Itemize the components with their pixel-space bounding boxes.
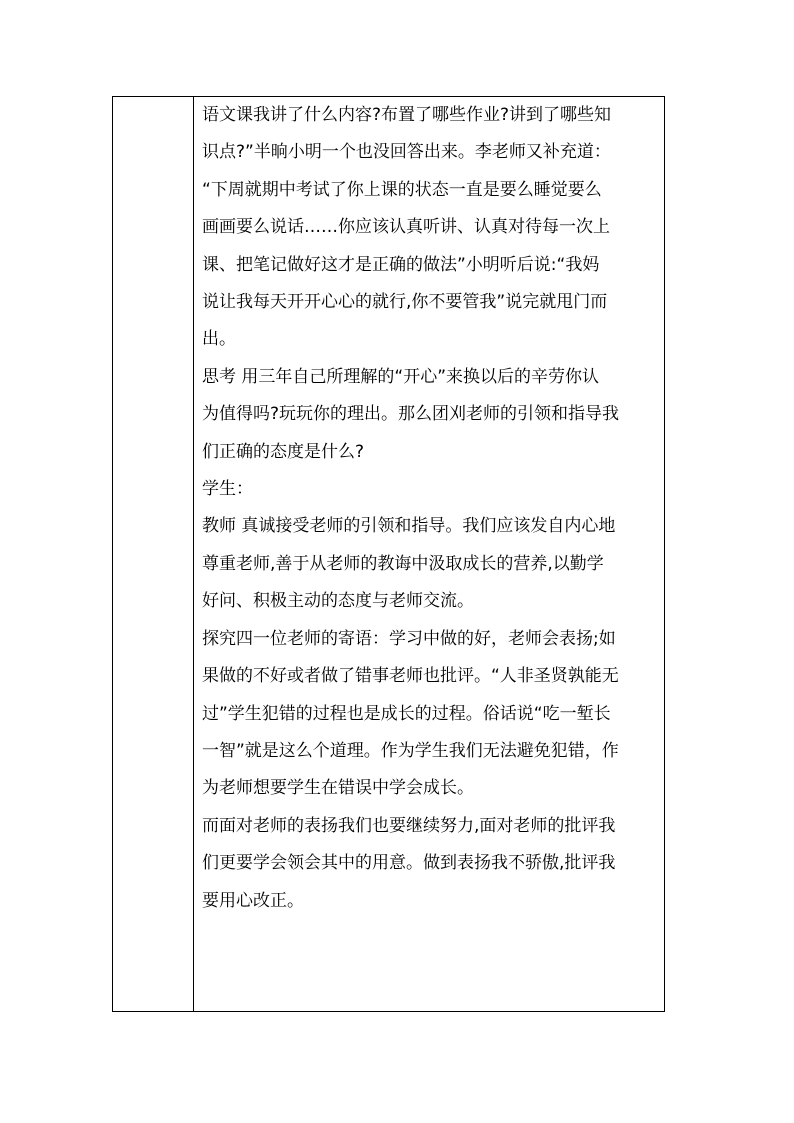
text-line: 说让我每天开开心心的就行,你不要管我”说完就甩门而: [202, 292, 608, 313]
text-line: 而面对老师的表扬我们也要继续努力,面对老师的批评我: [202, 815, 616, 836]
text-line: 思考 用三年自己所理解的“开心”来换以后的辛劳你认: [202, 366, 600, 387]
lesson-table: [112, 96, 665, 1012]
text-line: 过”学生犯错的过程也是成长的过程。俗话说“吃一堑长: [202, 703, 611, 724]
text-line: 课、把笔记做好这才是正确的做法”小明听后说:“我妈: [202, 254, 600, 275]
text-line: 好问、积极主动的态度与老师交流。: [202, 591, 474, 612]
table-left-cell: [113, 97, 194, 1011]
text-line: 教师 真诚接受老师的引领和指导。我们应该发自内心地: [202, 516, 616, 537]
text-line: 为值得吗?玩玩你的理出。那么团刈老师的引领和指导我: [202, 404, 620, 425]
text-line: 尊重老师,善于从老师的教诲中汲取成长的营养,以勤学: [202, 553, 604, 574]
text-line: 学生：: [202, 479, 253, 500]
text-line: 们更要学会领会其中的用意。做到表扬我不骄傲,批评我: [202, 853, 616, 874]
text-line: “下周就期中考试了你上课的状态一直是要么睡觉要么: [202, 179, 602, 200]
text-line: 识点?”半晌小明一个也没回答出来。李老师又补充道：: [202, 142, 611, 163]
table-content-cell: [202, 97, 662, 1011]
text-line: 一智”就是这么个道理。作为学生我们无法避免犯错，作: [202, 740, 619, 761]
text-line: 语文课我讲了什么内容?布置了哪些作业?讲到了哪些知: [202, 105, 612, 125]
text-line: 探究四一位老师的寄语：学习中做的好，老师会表扬;如: [202, 628, 616, 649]
text-line: 为老师想要学生在错误中学会成长。: [202, 778, 474, 799]
text-line: 果做的不好或者做了错事老师也批评。“人非圣贤孰能无: [202, 666, 619, 687]
text-line: 出。: [202, 329, 236, 350]
text-line: 要用心改正。: [202, 890, 304, 911]
text-line: 们正确的态度是什么?: [202, 441, 365, 462]
text-line: 画画要么说话……你应该认真听讲、认真对待每一次上: [202, 217, 610, 238]
